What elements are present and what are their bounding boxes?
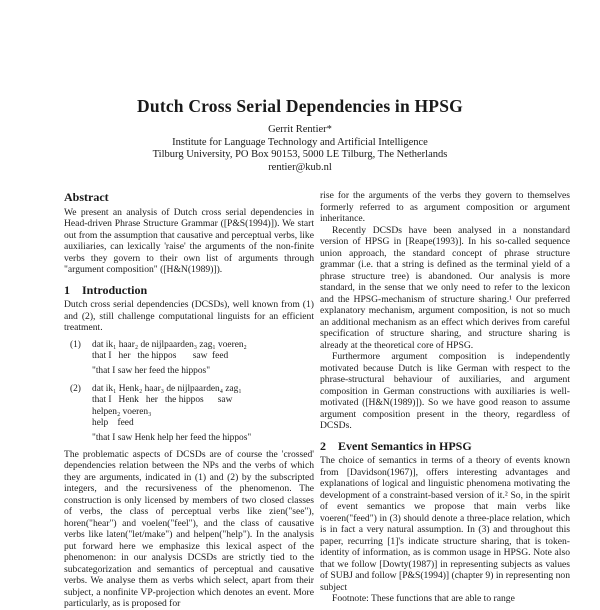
author-block [0, 124, 600, 174]
example-label: (1) [70, 339, 81, 350]
example-dutch-line: dat ik₁ haar₂ de nijlpaarden₃ zag₁ voeren₂ [92, 339, 247, 350]
example-gloss-line-2: help feed [92, 417, 134, 428]
intro-paragraph: Dutch cross serial dependencies (DCSDs), well known from (1) and (2), still challenge computational linguists for an efficient treatment. [64, 299, 314, 333]
example-2 [64, 384, 314, 445]
example-translation: "that I saw Henk help her feed the hippos" [92, 433, 252, 444]
author-address: Tilburg University, PO Box 90153, 5000 LE Tilburg, The Netherlands [152, 149, 448, 160]
section-heading-event-semantics [320, 438, 570, 453]
left-column [64, 192, 314, 610]
event-semantics-paragraph: The choice of semantics in terms of a theory of events known from [Davidson(1967)], offers interesting advantages and explanations of logical and linguistic phenomena motivating the development of a constraint-based version of it.² So, in the spirit of event semantics we propose that main verbs like voeren("feed") in (3) should denote a three-place relation, which is in fact a very natural assumption. In (3) and throughout this paper, recurring [1]'s indicate structure sharing, that is token-identity of information, as is common usage in HPSG. Note also that we follow [Dowty(1987)] in representing subjects as values of SUBJ and follow [P&S(1994)] (chapter 9) in representing non subject [320, 455, 570, 593]
example-dutch-line-2: helpen₂ voeren₃ [92, 406, 152, 417]
example-dutch-line: dat ik₁ Henk₂ haar₃ de nijlpaarden₄ zag₁ [92, 383, 242, 394]
abstract-text: We present an analysis of Dutch cross serial dependencies in Head-driven Phrase Structure Grammar ([P&S(1994)]). We start out from the assumption that causative and perceptual verbs, like auxiliaries, can lexically 'raise' the arguments of the non-finite verbs they govern to their own list of arguments through "argument composition" ([H&N(1989)]). [64, 206, 314, 275]
example-1 [64, 340, 314, 378]
continuation-paragraph: rise for the arguments of the verbs they govern to themselves formerly referred to as argument composition or argument inheritance. [320, 190, 570, 224]
author-affiliation: Institute for Language Technology and Artificial Intelligence [172, 136, 428, 148]
section-title: Introduction [82, 282, 148, 297]
example-translation: "that I saw her feed the hippos" [92, 366, 211, 377]
reape-paragraph: Recently DCSDs have been analysed in a nonstandard version of HPSG in [Reape(1993)]. In his so-called sequence union approach, the standard concept of phrase structure grammar (i.e. that a string is defined as the terminal yield of a phrase structure tree) is abandoned. Our analysis is more standard, in the sense that we only need to refer to the lexicon and the HPSG-mechanism of structure sharing.¹ Our preferred explanatory mechanism, argument composition, is not so much an additional mechanism as an effect which derives from careful specification of structure sharing, and structure sharing is already at the theoretical core of HPSG. [320, 224, 570, 351]
author-email: rentier@kub.nl [268, 161, 332, 173]
section-heading-introduction [64, 282, 314, 297]
author-name: Gerrit Rentier* [268, 124, 332, 135]
section-number: 2 [320, 438, 326, 453]
section-title: Event Semantics in HPSG [338, 438, 472, 453]
section-number: 1 [64, 282, 70, 297]
intro-body-paragraph: The problematic aspects of DCSDs are of course the 'crossed' dependencies relation between the NPs and the verbs of which they are arguments, indicated in (1) and (2) by the subscripted integers, and the recursiveness of the phenomenon. The construction is only licensed by members of two closed classes of verbs, the class of perceptual verbs like zien("see"), horen("hear") and voelen("feel"), and the class of causative verbs like laten("let/make") and helpen("help"). In the analysis put forward here we emphasize this lexical aspect of the phenomenon: in our analysis DCSDs are strictly tied to the subcategorization and semantics of perceptual and causative verbs. We analyse them as verbs which select, apart from their subject, a nonfinite VP-projection which denotes an event. More particularly, as is proposed for [64, 448, 314, 610]
abstract-heading: Abstract [64, 190, 109, 204]
example-label: (2) [70, 383, 81, 394]
paper-title: Dutch Cross Serial Dependencies in HPSG [137, 96, 463, 116]
example-gloss-line: that I her the hippos saw feed [92, 350, 229, 361]
argument-composition-paragraph: Furthermore argument composition is independently motivated because Dutch is like German with respect to the phrase-structural behaviour of auxiliaries, and argument composition in German constructions with auxiliaries is well-motivated ([H&N(1989)]). So we have good reason to assume argument composition present in the theory, regardless of DCSDs. [320, 351, 570, 431]
example-gloss-line: that I Henk her the hippos saw [92, 395, 233, 406]
right-column [320, 190, 570, 605]
footnote-text: Footnote: These functions that are able to range [332, 593, 515, 604]
